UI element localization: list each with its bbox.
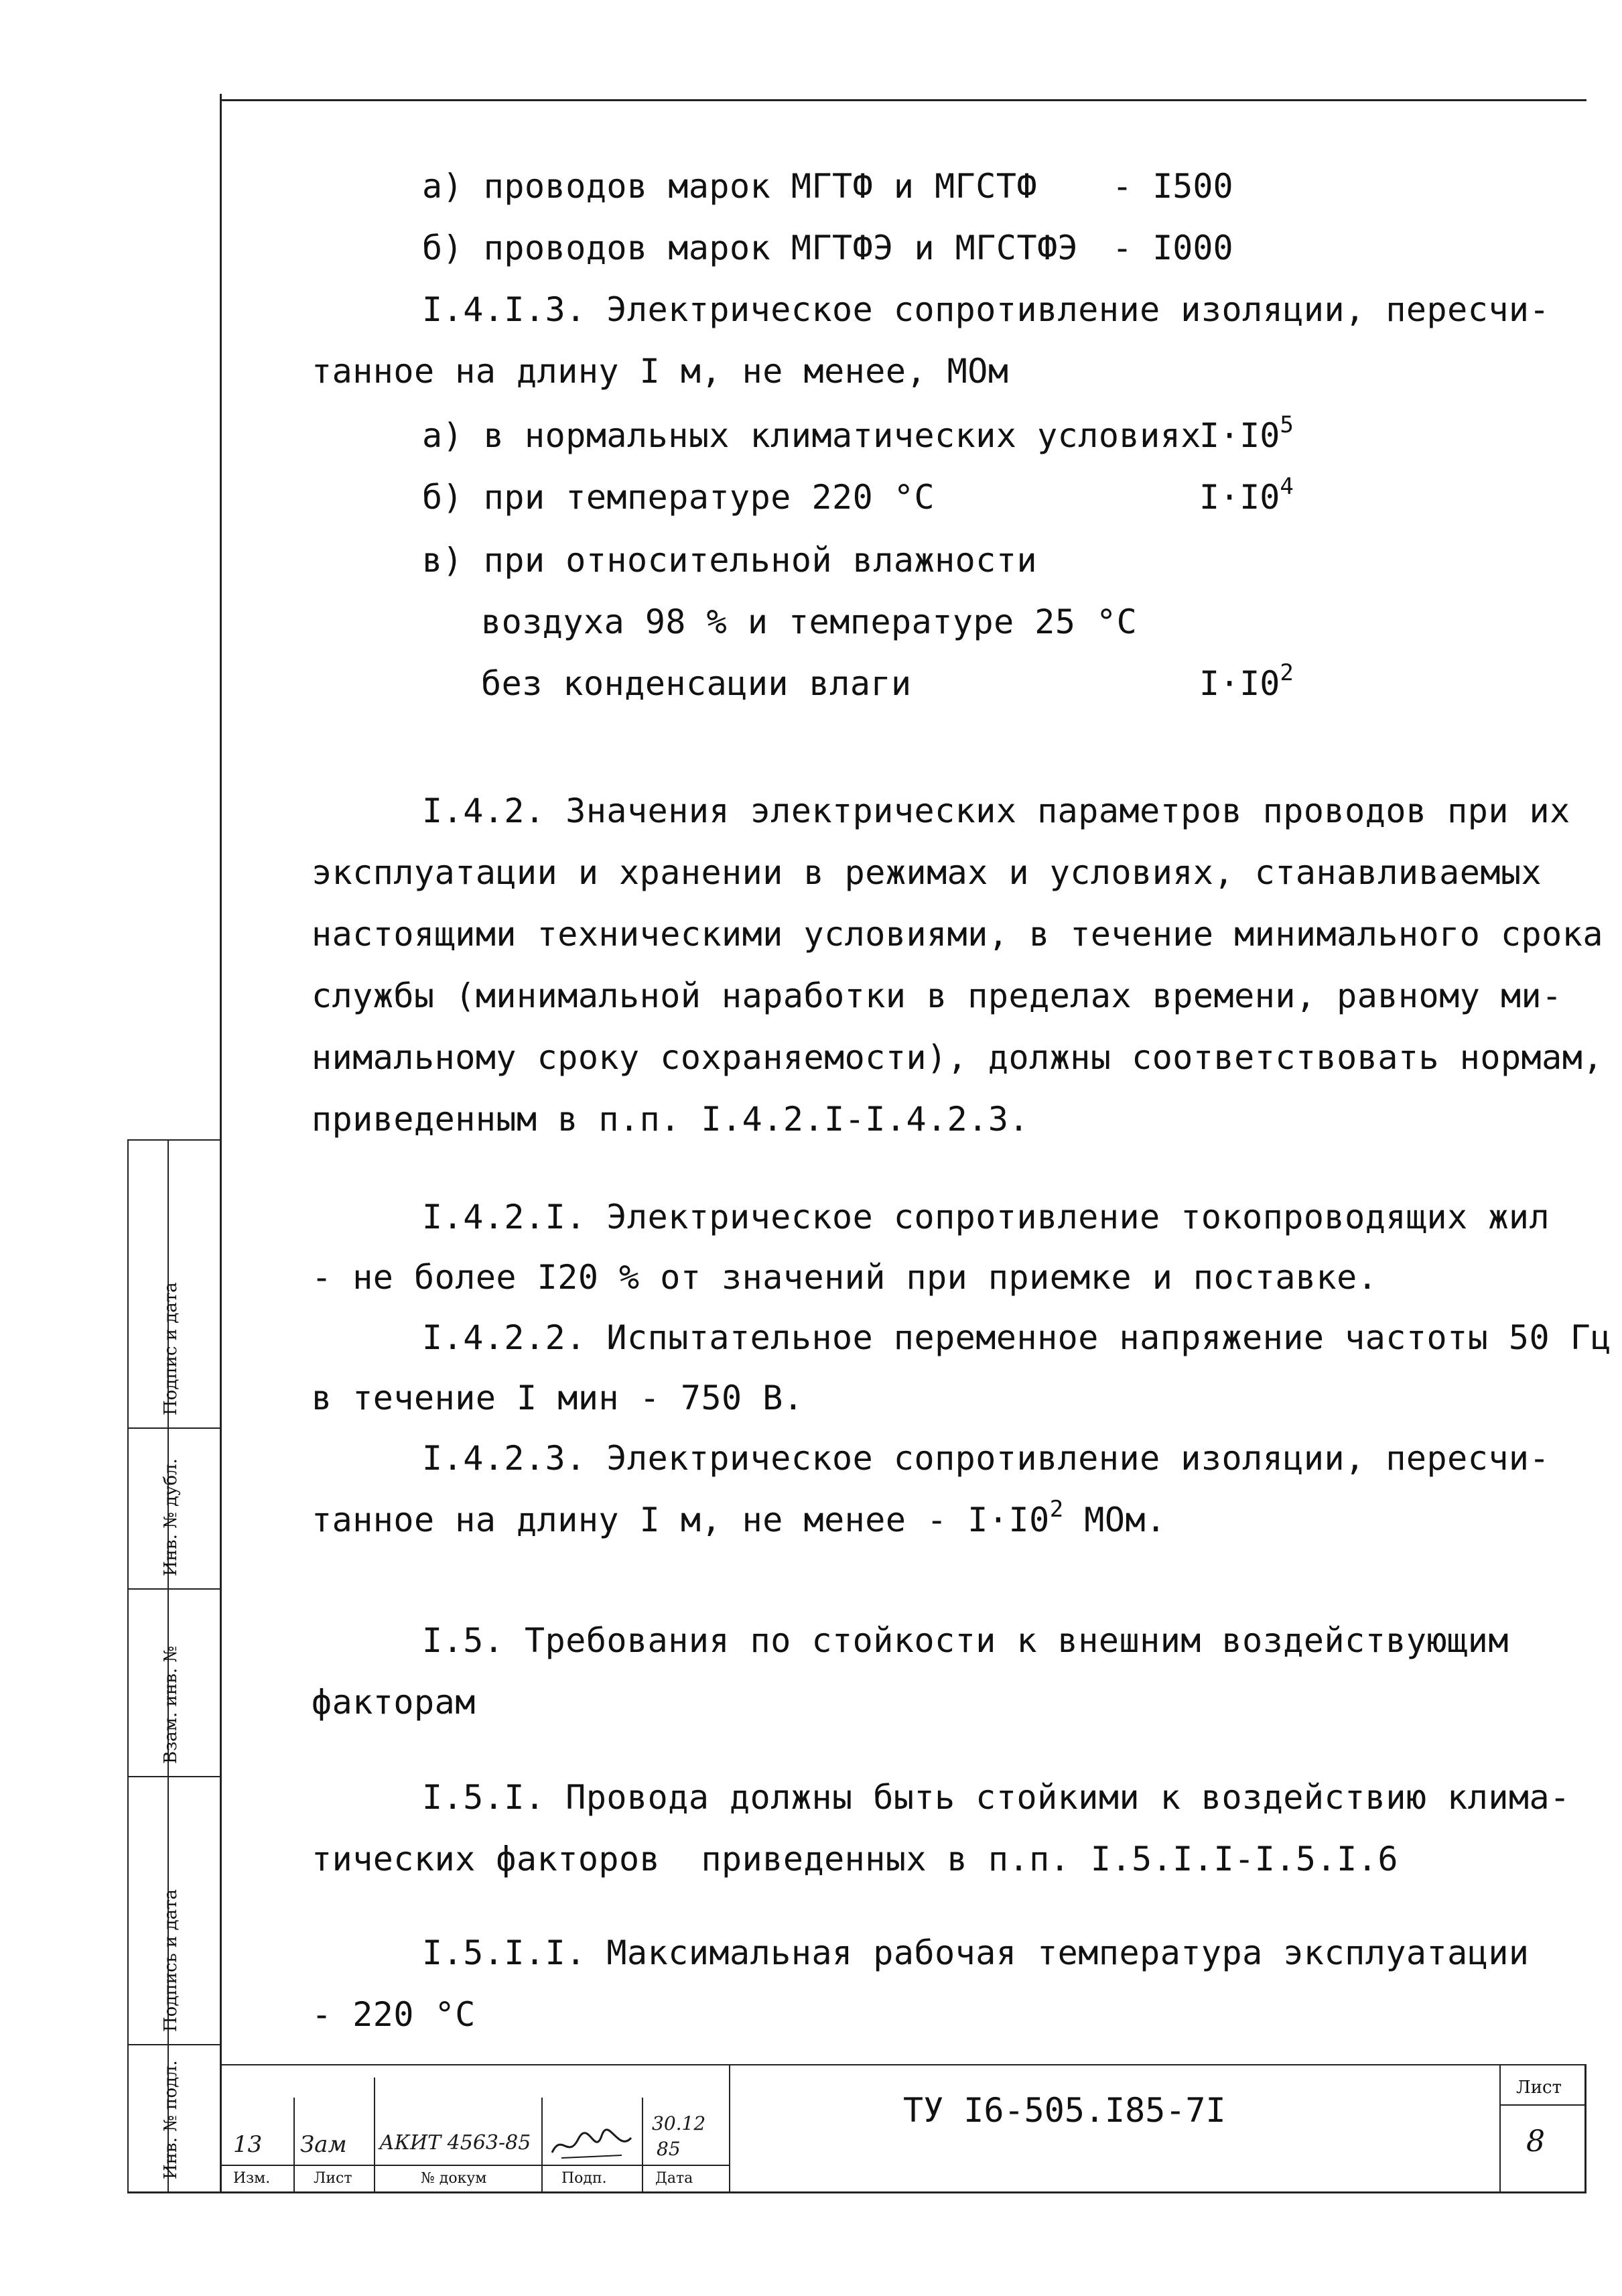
- side-label-dup-inv: Инв. № дубл.: [161, 1458, 181, 1576]
- para-1413-b-text: б) при температуре 220 °С: [422, 478, 935, 517]
- title-block-col-divider: [541, 2098, 543, 2191]
- side-approval-stamp: [127, 1139, 221, 2191]
- title-block-col-divider: [642, 2098, 643, 2191]
- para-1413-line1: I.4.I.3. Электрическое сопротивление изоляции, пересчи-: [422, 290, 1550, 329]
- label-sign: Подп.: [561, 2170, 607, 2187]
- label-sheet: Лист: [314, 2170, 352, 2187]
- para-1413-line2: танное на длину I м, не менее, МОм: [312, 352, 1009, 391]
- side-cell-sign-date-2: [127, 1776, 221, 2045]
- para-1413-c-value: $I\cdot I0^2$: [1199, 659, 1294, 703]
- filled-sheet: Зам: [300, 2131, 347, 2158]
- para-1413-c-line3: без конденсации влаги: [481, 664, 912, 703]
- frame-bottom-border: [127, 2191, 1586, 2193]
- side-label-sign-date: Подпис и дата: [161, 1282, 181, 1415]
- list-item-a-text: а) проводов марок МГТФ и МГСТФ: [422, 167, 1038, 206]
- sheet-number: 8: [1526, 2124, 1545, 2159]
- para-1423-line1: I.4.2.3. Электрическое сопротивление изоляции, пересчи-: [422, 1439, 1550, 1478]
- para-15-line1: I.5. Требования по стойкости к внешним воздействующим: [422, 1621, 1509, 1660]
- filled-date-top: 30.12: [652, 2112, 706, 2134]
- title-block-col-divider: [374, 2078, 375, 2191]
- list-item-b-text: б) проводов марок МГТФЭ и МГСТФЭ: [422, 229, 1079, 267]
- document-code: ТУ I6-505.I85-7I: [903, 2091, 1226, 2130]
- side-cell-orig-inv: [127, 2044, 221, 2193]
- label-doc-number: № докум: [421, 2170, 487, 2187]
- para-1511-line2: - 220 °С: [312, 1995, 476, 2034]
- para-142-line4: службы (минимальной наработки в пределах времени, равному ми-: [312, 976, 1562, 1015]
- para-151-line1: I.5.I. Провода должны быть стойкими к воздействию клима-: [422, 1778, 1570, 1817]
- para-1413-b-value: $I\cdot I0^4$: [1199, 473, 1294, 517]
- para-142-line1: I.4.2. Значения электрических параметров проводов при их: [422, 791, 1570, 830]
- side-label-orig-inv: Инв. № подл.: [161, 2060, 181, 2179]
- title-block-top-line: [220, 2064, 1586, 2065]
- title-block-col-divider: [729, 2064, 730, 2191]
- para-142-line5: нимальному сроку сохраняемости), должны соответствовать нормам,: [312, 1038, 1603, 1077]
- frame-top-border: [220, 99, 1586, 101]
- para-1421-line2: - не более I20 % от значений при приемке и поставке.: [312, 1258, 1378, 1297]
- title-block-sheet-line: [1499, 2104, 1586, 2106]
- para-142-line6: приведенным в п.п. I.4.2.I-I.4.2.3.: [312, 1100, 1030, 1139]
- signature-mark: [548, 2126, 635, 2163]
- para-1422-line1: I.4.2.2. Испытательное переменное напряжение частоты 50 Гц: [422, 1318, 1611, 1357]
- para-142-line2: эксплуатации и хранении в режимах и условиях, станавливаемых: [312, 853, 1542, 892]
- title-block: [220, 2064, 1586, 2191]
- label-date: Дата: [655, 2170, 693, 2187]
- side-cell-sign-date: [127, 1139, 221, 1429]
- side-cell-replace-inv: [127, 1588, 221, 1777]
- sheet-label: Лист: [1516, 2078, 1562, 2098]
- para-1423-line2: танное на длину I м, не менее - $I\cdot I0^2$ МОм.: [312, 1496, 1166, 1539]
- para-1413-a-value: $I\cdot I0^5$: [1199, 411, 1294, 455]
- para-1413-a-text: а) в нормальных климатических условиях: [422, 416, 1201, 455]
- title-block-label-line: [220, 2165, 729, 2166]
- label-change: Изм.: [233, 2170, 271, 2187]
- side-cell-dup-inv: [127, 1427, 221, 1590]
- list-item-a-value: - I500: [1112, 167, 1233, 206]
- para-1422-line2: в течение I мин - 750 В.: [312, 1379, 804, 1417]
- filled-doc-number: АКИТ 4563-85: [379, 2131, 531, 2155]
- side-label-sign-date-2: Подпись и дата: [161, 1889, 181, 2032]
- side-label-replace-inv: Взам. инв. №: [161, 1646, 181, 1764]
- para-151-line2: тических факторов приведенных в п.п. I.5.I.I-I.5.I.6: [312, 1840, 1398, 1878]
- para-1511-line1: I.5.I.I. Максимальная рабочая температура эксплуатации: [422, 1933, 1530, 1972]
- filled-change-number: 13: [233, 2131, 263, 2158]
- para-1421-line1: I.4.2.I. Электрическое сопротивление токопроводящих жил: [422, 1198, 1550, 1236]
- para-1413-c-line1: в) при относительной влажности: [422, 541, 1038, 580]
- title-block-col-divider: [1499, 2064, 1501, 2191]
- para-142-line3: настоящими техническими условиями, в течение минимального срока: [312, 915, 1603, 954]
- para-15-line2: факторам: [312, 1683, 476, 1722]
- title-block-col-divider: [293, 2098, 295, 2191]
- filled-date-bottom: 85: [657, 2138, 681, 2160]
- para-1413-c-line2: воздуха 98 % и температуре 25 °С: [481, 602, 1138, 641]
- list-item-b-value: - I000: [1112, 229, 1233, 267]
